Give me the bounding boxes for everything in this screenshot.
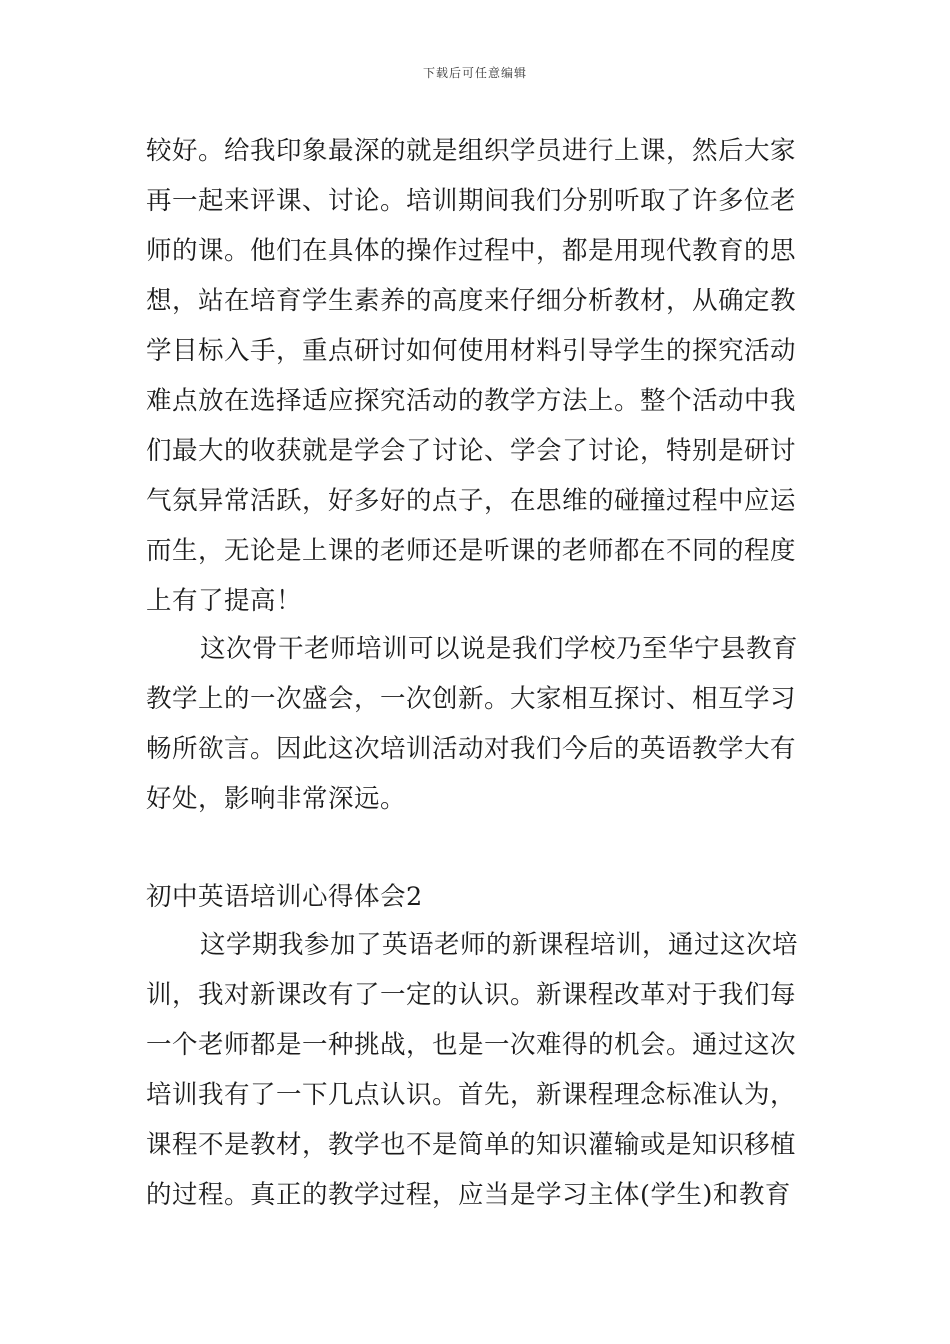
text-line: 好处，影响非常深远。	[146, 784, 407, 814]
text-line: 培训我有了一下几点认识。首先，新课程理念标准认为，	[146, 1080, 797, 1110]
text-line: 师的课。他们在具体的操作过程中，都是用现代教育的思	[146, 236, 797, 266]
text-line: 的过程。真正的教学过程，应当是学习主体(学生)和教育	[146, 1180, 791, 1210]
text-line: 气氛异常活跃，好多好的点子，在思维的碰撞过程中应运	[146, 486, 797, 516]
text-line: 这学期我参加了英语老师的新课程培训，通过这次培	[200, 930, 799, 960]
text-line: 再一起来评课、讨论。培训期间我们分别听取了许多位老	[146, 186, 797, 216]
page-header: 下载后可任意编辑	[422, 66, 527, 80]
text-line: 想，站在培育学生素养的高度来仔细分析教材，从确定教	[146, 286, 797, 316]
text-line: 课程不是教材，教学也不是简单的知识灌输或是知识移植	[146, 1130, 797, 1160]
text-line: 一个老师都是一种挑战，也是一次难得的机会。通过这次	[146, 1030, 797, 1060]
text-line: 教学上的一次盛会，一次创新。大家相互探讨、相互学习	[146, 684, 797, 714]
text-line: 学目标入手，重点研讨如何使用材料引导学生的探究活动	[146, 336, 797, 366]
text-line: 畅所欲言。因此这次培训活动对我们今后的英语教学大有	[146, 734, 797, 764]
section-heading: 初中英语培训心得体会2	[146, 882, 423, 912]
text-line: 训，我对新课改有了一定的认识。新课程改革对于我们每	[146, 980, 797, 1010]
text-line: 较好。给我印象最深的就是组织学员进行上课，然后大家	[146, 136, 797, 166]
text-line: 们最大的收获就是学会了讨论、学会了讨论，特别是研讨	[146, 436, 797, 466]
text-line: 上有了提高！	[146, 586, 303, 616]
text-line: 这次骨干老师培训可以说是我们学校乃至华宁县教育	[200, 634, 799, 664]
text-line: 难点放在选择适应探究活动的教学方法上。整个活动中我	[146, 386, 797, 416]
text-line: 而生，无论是上课的老师还是听课的老师都在不同的程度	[146, 536, 797, 566]
